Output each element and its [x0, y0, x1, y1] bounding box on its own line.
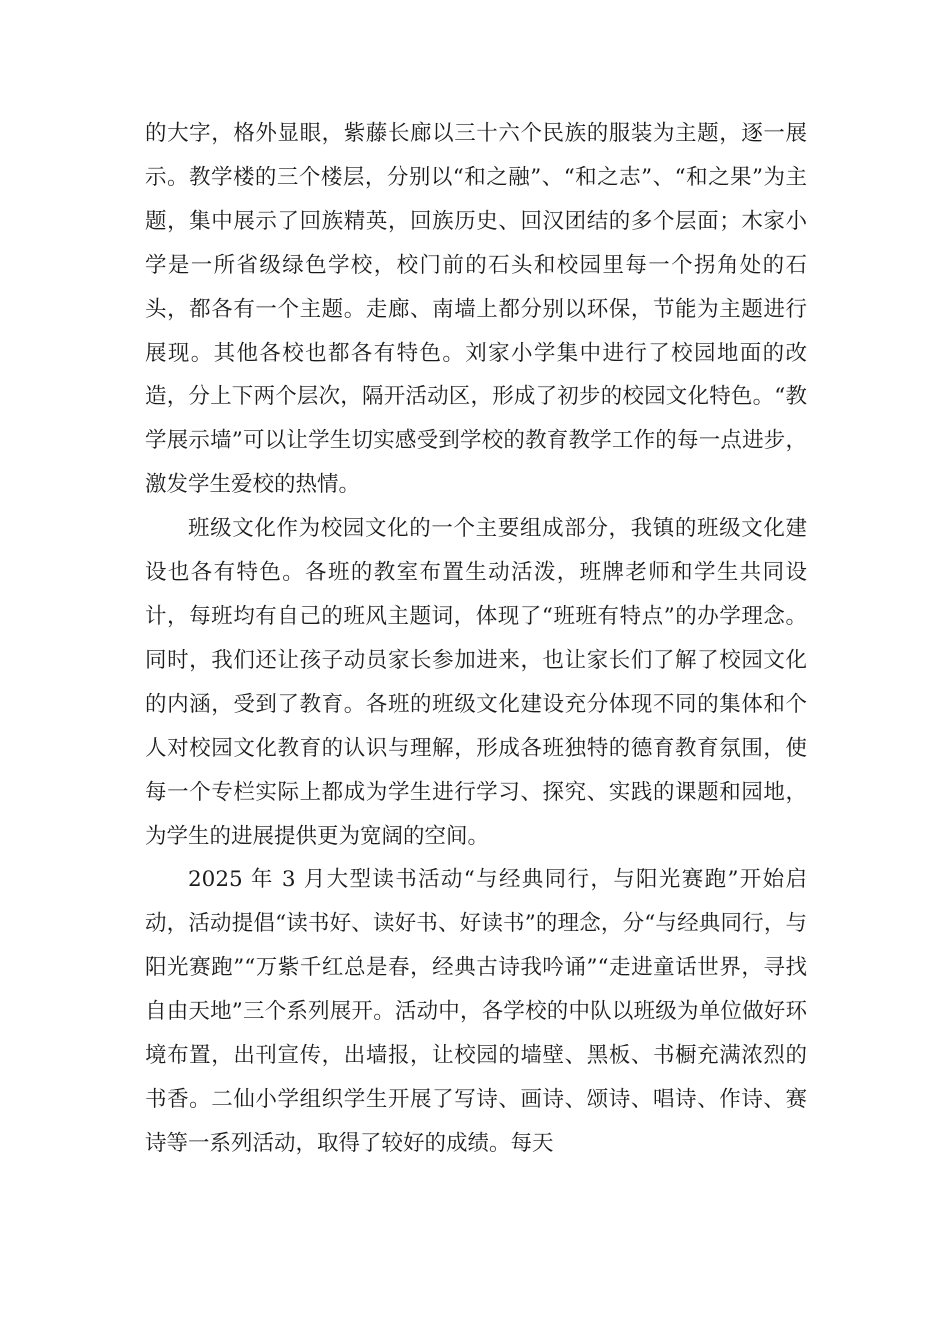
paragraph-3: 2025 年 3 月大型读书活动“与经典同行，与阳光赛跑”开始启动，活动提倡“读书好、读好书、好读书”的理念，分“与经典同行，与阳光赛跑”“万紫千红总是春，经典古诗我吟诵”“走进童话世界，寻找自由天地”三个系列展开。活动中，各学校的中队以班级为单位做好环境布置，出刊宣传，出墙报，让校园的墙壁、黑板、书橱充满浓烈的书香。二仙小学组织学生开展了写诗、画诗、颂诗、唱诗、作诗、赛诗等一系列活动，取得了较好的成绩。每天 — [145, 867, 807, 1156]
paragraph-1: 的大字，格外显眼，紫藤长廊以三十六个民族的服装为主题，逐一展示。教学楼的三个楼层，分别以“和之融”、“和之志”、“和之果”为主题，集中展示了回族精英，回族历史、回汉团结的多个层面；木家小学是一所省级绿色学校，校门前的石头和校园里每一个拐角处的石头，都各有一个主题。走廊、南墙上都分别以环保，节能为主题进行展现。其他各校也都各有特色。刘家小学集中进行了校园地面的改造，分上下两个层次，隔开活动区，形成了初步的校园文化特色。“教学展示墙”可以让学生切实感受到学校的教育教学工作的每一点进步，激发学生爱校的热情。 — [145, 121, 807, 498]
paragraph-2: 班级文化作为校园文化的一个主要组成部分，我镇的班级文化建设也各有特色。各班的教室布置生动活泼，班牌老师和学生共同设计，每班均有自己的班风主题词，体现了“班班有特点”的办学理念。同时，我们还让孩子动员家长参加进来，也让家长们了解了校园文化的内涵，受到了教育。各班的班级文化建设充分体现不同的集体和个人对校园文化教育的认识与理解，形成各班独特的德育教育氛围，使每一个专栏实际上都成为学生进行学习、探究、实践的课题和园地，为学生的进展提供更为宽阔的空间。 — [145, 516, 807, 849]
document-page — [145, 112, 807, 1166]
